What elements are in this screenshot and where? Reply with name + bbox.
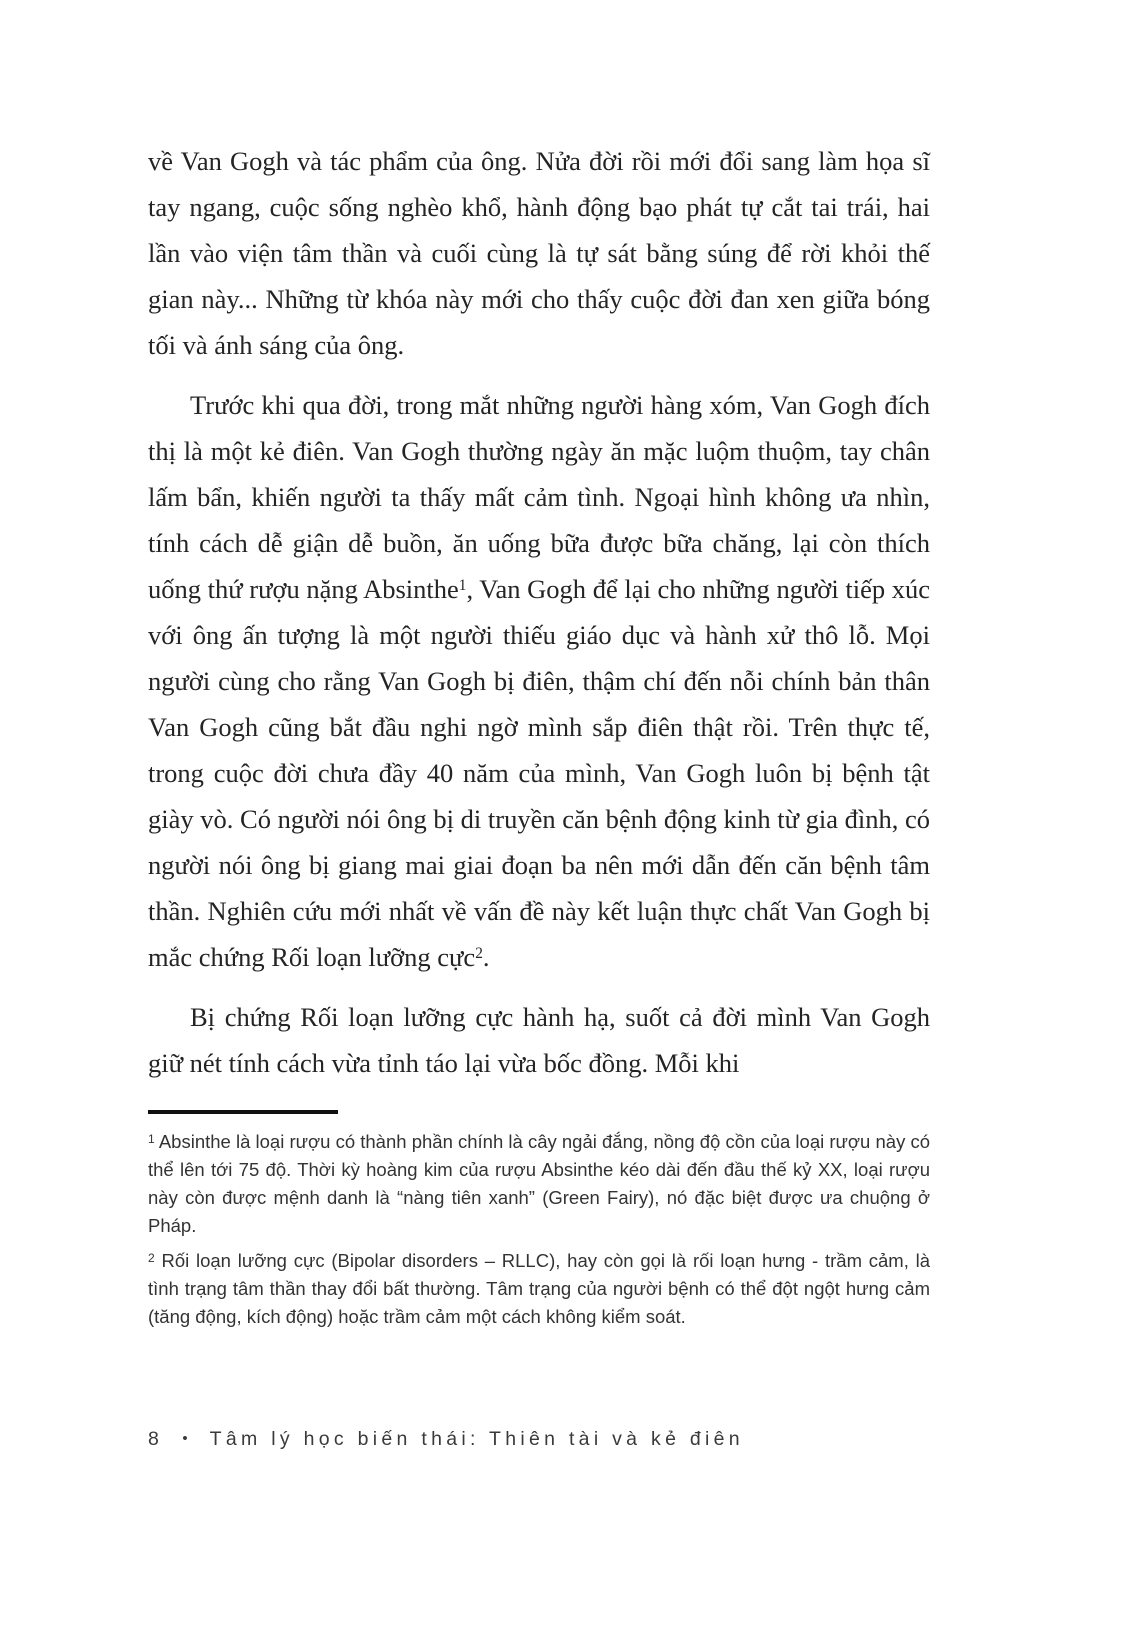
footnotes-section [148, 1128, 930, 1331]
paragraph-text: , Van Gogh để lại cho những người tiếp xúc với ông ấn tượng là một người thiếu giáo dục và hành xử thô lỗ. Mọi người cùng cho rằng Van Gogh bị điên, thậm chí đến nỗi chính bản thân Van Gogh cũng bắt đầu nghi ngờ mình sắp điên thật rồi. Trên thực tế, trong cuộc đời chưa đầy 40 năm của mình, Van Gogh luôn bị bệnh tật giày vò. Có người nói ông bị di truyền căn bệnh động kinh từ gia đình, có người nói ông bị giang mai giai đoạn ba nên mới dẫn đến căn bệnh tâm thần. Nghiên cứu mới nhất về vấn đề này kết luận thực chất Van Gogh bị mắc chứng Rối loạn lưỡng cực [148, 574, 930, 972]
paragraph-text: . [482, 942, 490, 972]
page-footer [148, 1428, 744, 1451]
footnote-marker-1: 1 [148, 1131, 155, 1146]
book-title: Tâm lý học biến thái: Thiên tài và kẻ điên [209, 1428, 744, 1450]
footnote-ref-2: 2 [475, 944, 483, 962]
paragraph-1: về Van Gogh và tác phẩm của ông. Nửa đời rồi mới đổi sang làm họa sĩ tay ngang, cuộc sống nghèo khổ, hành động bạo phát tự cắt tai trái, hai lần vào viện tâm thần và cuối cùng là tự sát bằng súng để rời khỏi thế gian này... Những từ khóa này mới cho thấy cuộc đời đan xen giữa bóng tối và ánh sáng của ông. [148, 146, 930, 360]
page-body [148, 138, 930, 1086]
footnote-text: Rối loạn lưỡng cực (Bipolar disorders – RLLC), hay còn gọi là rối loạn hưng - trầm cảm, là tình trạng tâm thần thay đổi bất thường. Tâm trạng của người bệnh có thể đột ngột hưng cảm (tăng động, kích động) hoặc trầm cảm một cách không kiểm soát. [148, 1250, 931, 1327]
paragraph-2 [148, 382, 930, 980]
footer-bullet: • [182, 1430, 188, 1447]
footnote-marker-2: 2 [148, 1250, 155, 1265]
footnote-ref-1: 1 [458, 576, 467, 594]
footnote-2 [148, 1247, 930, 1331]
page-number: 8 [148, 1428, 161, 1450]
footnote-text: Absinthe là loại rượu có thành phần chính là cây ngải đắng, nồng độ cồn của loại rượu này có thể lên tới 75 độ. Thời kỳ hoàng kim của rượu Absinthe kéo dài đến đầu thế kỷ XX, loại rượu này còn được mệnh danh là “nàng tiên xanh” (Green Fairy), nó đặc biệt được ưa chuộng ở Pháp. [148, 1131, 930, 1236]
paragraph-3: Bị chứng Rối loạn lưỡng cực hành hạ, suốt cả đời mình Van Gogh giữ nét tính cách vừa tỉnh táo lại vừa bốc đồng. Mỗi khi [148, 1002, 930, 1078]
paragraph-text: Trước khi qua đời, trong mắt những người hàng xóm, Van Gogh đích thị là một kẻ điên. Van Gogh thường ngày ăn mặc luộm thuộm, tay chân lấm bẩn, khiến người ta thấy mất cảm tình. Ngoại hình không ưa nhìn, tính cách dễ giận dễ buồn, ăn uống bữa được bữa chăng, lại còn thích uống thứ rượu nặng Absinthe [148, 390, 930, 604]
footnote-1 [148, 1128, 930, 1240]
footnote-separator [148, 1110, 338, 1114]
